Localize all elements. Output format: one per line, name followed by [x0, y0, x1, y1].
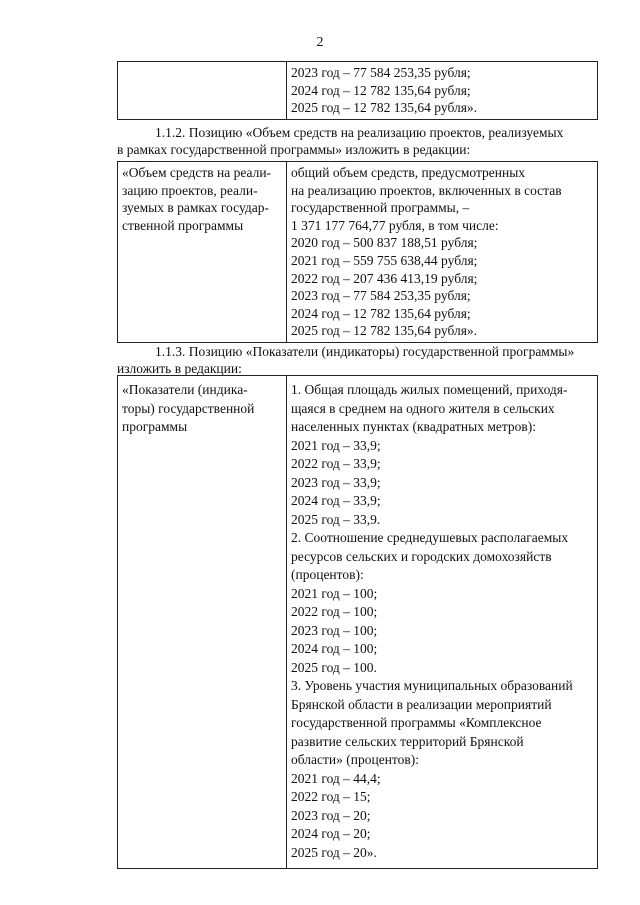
paragraph-line: 1.1.2. Позицию «Объем средств на реализацию проектов, реализуемых: [155, 125, 564, 140]
paragraph-1-1-2: [117, 125, 598, 158]
table-row: [118, 376, 598, 869]
cell-line: государственной программы, –: [291, 200, 470, 216]
cell-line: 2024 год – 12 782 135,64 рубля;: [291, 82, 471, 98]
paragraph-line: в рамках государственной программы» изложить в редакции:: [117, 141, 471, 157]
cell-line: «Показатели (индика-: [122, 382, 248, 397]
cell-line: 2022 год – 33,9;: [291, 456, 381, 471]
cell-line: 2025 год – 12 782 135,64 рубля».: [291, 323, 478, 339]
cell-line: на реализацию проектов, включенных в состав: [291, 182, 562, 198]
table-cell-left: [118, 62, 287, 120]
cell-line: 2025 год – 33,9.: [291, 511, 381, 527]
cell-line: зуемых в рамках государ-: [122, 200, 269, 216]
cell-line: 2024 год – 33,9;: [291, 493, 381, 508]
cell-line: 1 371 177 764,77 рубля, в том числе:: [291, 217, 499, 233]
cell-line: торы) государственной: [122, 400, 255, 416]
cell-line: 2024 год – 20;: [291, 826, 371, 841]
table-cell-left: [118, 162, 287, 343]
cell-line: 2023 год – 77 584 253,35 рубля;: [291, 288, 471, 304]
cell-line: 2023 год – 77 584 253,35 рубля;: [291, 65, 471, 80]
cell-line: 2025 год – 20».: [291, 844, 377, 860]
cell-line: ственной программы: [122, 217, 244, 233]
cell-line: 2023 год – 20;: [291, 807, 371, 823]
financing-continuation-table: [117, 61, 598, 120]
paragraph-line: 1.1.3. Позицию «Показатели (индикаторы) государственной программы»: [155, 344, 575, 359]
cell-line: зацию проектов, реали-: [122, 182, 258, 198]
table-cell-right: [287, 162, 598, 343]
cell-line: общий объем средств, предусмотренных: [291, 165, 526, 180]
table-row: [118, 62, 598, 120]
cell-line: 2023 год – 33,9;: [291, 474, 381, 490]
cell-line: 2025 год – 12 782 135,64 рубля».: [291, 100, 478, 116]
cell-line: 2020 год – 500 837 188,51 рубля;: [291, 235, 478, 251]
cell-line: 2022 год – 15;: [291, 789, 371, 804]
cell-line: развитие сельских территорий Брянской: [291, 733, 524, 749]
paragraph-1-1-3: [117, 344, 598, 377]
cell-line: 2025 год – 100.: [291, 659, 377, 675]
cell-line: 2021 год – 100;: [291, 585, 378, 601]
cell-line: населенных пунктах (квадратных метров):: [291, 419, 537, 434]
cell-line: (процентов):: [291, 567, 364, 582]
table-cell-left: [118, 376, 287, 869]
cell-line: щаяся в среднем на одного жителя в сельских: [291, 400, 555, 416]
cell-line: 2021 год – 559 755 638,44 рубля;: [291, 252, 478, 268]
cell-line: 2023 год – 100;: [291, 622, 378, 638]
cell-line: области» (процентов):: [291, 752, 420, 767]
projects-funding-table: [117, 161, 598, 343]
indicators-table: [117, 375, 598, 869]
cell-line: 2. Соотношение среднедушевых располагаемых: [291, 530, 569, 545]
table-cell-right: [287, 62, 598, 120]
cell-line: 2021 год – 33,9;: [291, 437, 381, 453]
cell-line: 2022 год – 207 436 413,19 рубля;: [291, 270, 478, 286]
cell-line: программы: [122, 419, 188, 434]
cell-line: 2021 год – 44,4;: [291, 770, 381, 786]
table-cell-right: [287, 376, 598, 869]
cell-line: 2024 год – 100;: [291, 641, 378, 656]
cell-line: 3. Уровень участия муниципальных образований: [291, 678, 573, 693]
page-number: 2: [316, 35, 324, 50]
cell-line: 1. Общая площадь жилых помещений, приходя-: [291, 382, 568, 397]
paragraph-line: изложить в редакции:: [117, 360, 242, 376]
table-row: [118, 162, 598, 343]
cell-line: государственной программы «Комплексное: [291, 715, 542, 730]
cell-line: 2024 год – 12 782 135,64 рубля;: [291, 305, 471, 321]
cell-line: «Объем средств на реали-: [122, 165, 272, 180]
cell-line: Брянской области в реализации мероприятий: [291, 696, 552, 712]
cell-line: 2022 год – 100;: [291, 604, 378, 619]
cell-line: ресурсов сельских и городских домохозяйств: [291, 548, 552, 564]
